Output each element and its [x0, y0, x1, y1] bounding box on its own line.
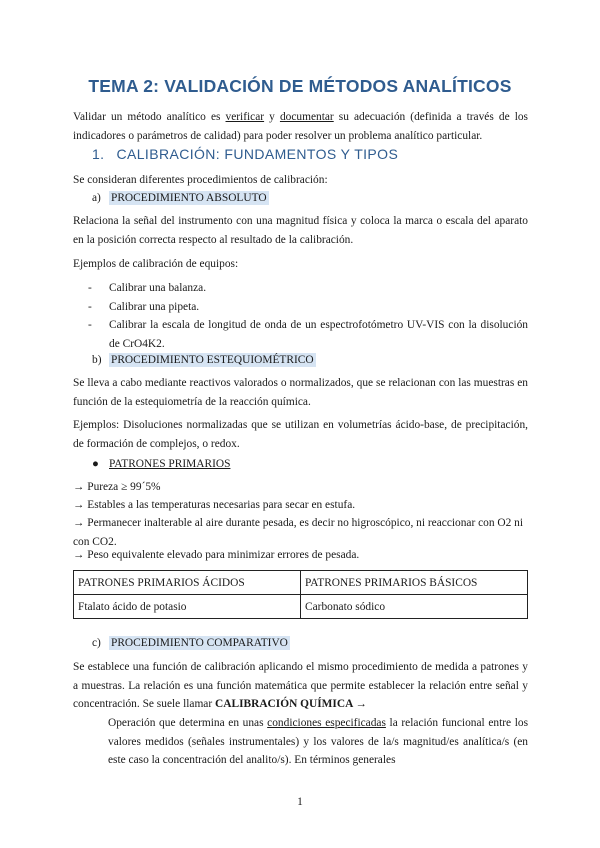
examples-label: Ejemplos de calibración de equipos:	[73, 258, 239, 270]
table-cell: Ftalato ácido de potasio	[74, 595, 301, 619]
subheading-estequiometrico: b) PROCEDIMIENTO ESTEQUIOMÉTRICO	[92, 354, 314, 366]
intro-paragraph: Validar un método analítico es verificar y documentar su adecuación (definida a través de los indicadores o parámetros de calidad) para poder resolver un problema analítico particular.	[73, 111, 528, 142]
patrones-heading: ● PATRONES PRIMARIOS	[92, 458, 231, 470]
absoluto-paragraph: Relaciona la señal del instrumento con una magnitud física y coloca la marca o escala del aparato en la posición correcta respecto al resultado de la calibración.	[73, 215, 528, 246]
section1-intro: Se consideran diferentes procedimientos de calibración:	[73, 174, 328, 186]
patron-requirement: → Peso equivalente elevado para minimizar errores de pesada.	[73, 549, 360, 561]
estequiometrico-paragraph: Se lleva a cabo mediante reactivos valorados o normalizados, que se relacionan con las muestras en función de la estequiometría de la reacción química.	[73, 377, 528, 408]
list-item: - Calibrar una balanza.	[88, 282, 207, 294]
estequiometrico-examples: Ejemplos: Disoluciones normalizadas que se utilizan en volumetrías ácido-base, de precipitación, de formación de complejos, o redox.	[73, 419, 528, 450]
table-row	[74, 595, 528, 619]
table-header-row	[74, 571, 528, 595]
list-item: - Calibrar una pipeta.	[88, 300, 200, 313]
examples-list	[88, 279, 528, 353]
comparativo-paragraph: Se establece una función de calibración aplicando el mismo procedimiento de medida a patrones y a muestras. La relación es una función matemática que permite establecer la relación entre señal y concentración. Se suele llamar CALIBRACIÓN QUÍMICA →	[73, 661, 528, 710]
bullet-icon: ●	[92, 458, 99, 470]
subheading-absoluto: a) PROCEDIMIENTO ABSOLUTO	[92, 192, 267, 204]
documentar-word: documentar	[279, 111, 334, 123]
page-number: 1	[297, 796, 303, 808]
page-title: TEMA 2: VALIDACIÓN DE MÉTODOS ANALÍTICOS	[88, 76, 512, 96]
list-item: - Calibrar la escala de longitud de onda de un espectrofotómetro UV-VIS con la disolución de CrO4K2.	[88, 319, 528, 350]
definition-quote: Operación que determina en unas condiciones especificadas la relación funcional entre los valores medidos (señales instrumentales) y los valores de la/s magnitud/es analítica/s (en este caso la concentración del analito/s). En términos generales	[108, 717, 529, 766]
patrones-table	[73, 570, 528, 619]
section-heading-calibracion: 1. CALIBRACIÓN: FUNDAMENTOS Y TIPOS	[92, 146, 399, 162]
calibracion-quimica-term: CALIBRACIÓN QUÍMICA →	[215, 698, 367, 710]
patron-requirement: → Estables a las temperaturas necesarias para secar en estufa.	[73, 499, 356, 511]
patron-requirement: → Permanecer inalterable al aire durante pesada, es decir no higroscópico, ni reaccionar con O2 ni con CO2.	[73, 517, 524, 548]
verificar-word: verificar	[225, 111, 265, 123]
table-cell: Carbonato sódico	[301, 595, 528, 619]
subheading-comparativo: c) PROCEDIMIENTO COMPARATIVO	[92, 637, 288, 649]
table-header-cell: PATRONES PRIMARIOS BÁSICOS	[301, 571, 528, 595]
table-header-cell: PATRONES PRIMARIOS ÁCIDOS	[74, 571, 301, 595]
patron-requirement: → Pureza ≥ 99´5%	[73, 481, 161, 493]
